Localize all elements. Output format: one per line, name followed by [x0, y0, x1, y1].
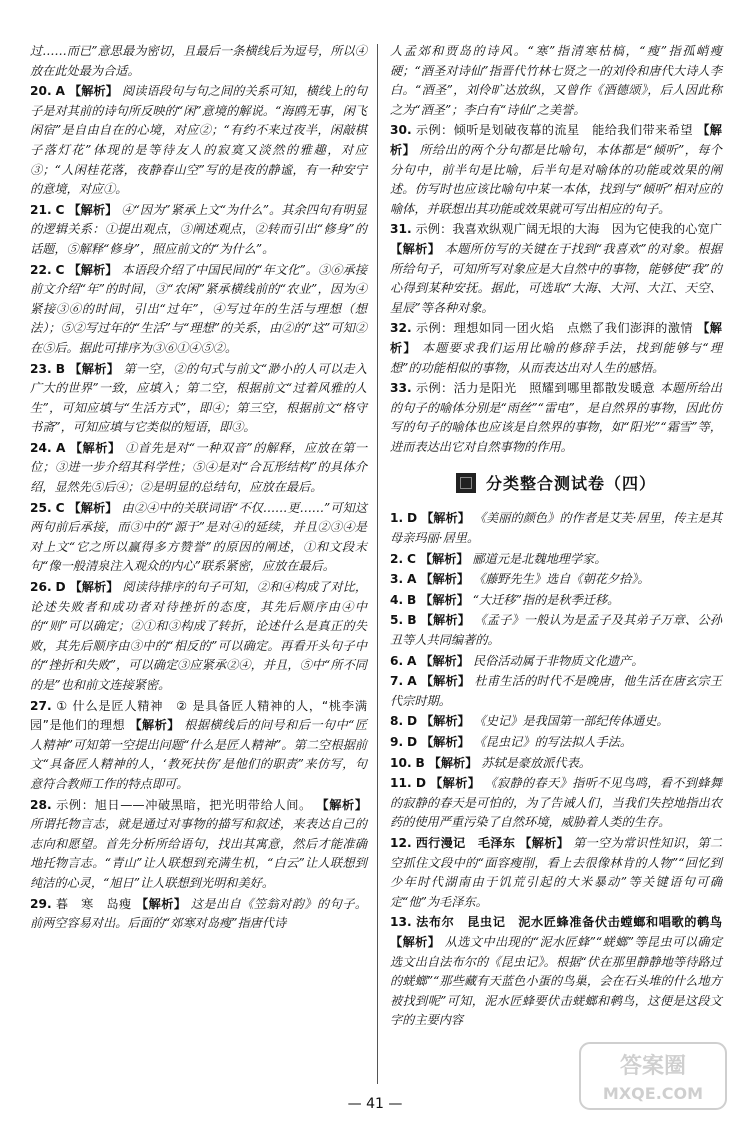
explanation-text: “大迁移”指的是秋季迁移。: [472, 592, 620, 607]
answer-choice: D: [407, 714, 418, 729]
question-number: 26.: [30, 580, 52, 595]
column-divider: [377, 44, 378, 1084]
answer-entry: [390, 733, 722, 753]
answer-entry: [390, 570, 722, 590]
analysis-tag: 【解析】: [390, 934, 441, 949]
answer-entry: [390, 550, 722, 570]
watermark-logo: [578, 1041, 728, 1111]
question-number: 24.: [30, 440, 52, 455]
question-number: 2.: [390, 551, 404, 566]
answer-entry: [390, 774, 722, 833]
explanation-text: ④“因为”紧承上文“为什么”。其余四句有明显的逻辑关系：①提出观点，③阐述观点，②转而引出“修身”的话题，⑤解释“修身”，照应前文的“为什么”。: [30, 202, 367, 256]
explanation-text: 本题所仿写的关键在于找到“我喜欢”的对象。根据所给句子，可知所写对象应是大自然中的事物，能够使“我”的心得到某种安抚。据此，可选取“大海、大河、大江、天空、星辰”等各种对象。: [390, 241, 722, 315]
example-answer: 示例：我喜欢纵观广阔无垠的大海 因为它使我的心宽广: [415, 222, 723, 237]
explanation-text: 《寂静的春天》指听不见鸟鸣，看不到蜂舞的寂静的春天是可怕的，为了告诫人们，当我们失控地指出农药的使用严重污染了自然环境，威胁着人类的生存。: [390, 776, 723, 830]
question-number: 13.: [390, 915, 412, 930]
analysis-tag: 【解析】: [420, 653, 470, 668]
answer-entry: [30, 697, 367, 795]
explanation-text: 《美丽的颜色》的作者是艾芙·居里，传主是其母亲玛丽·居里。: [390, 511, 723, 546]
question-number: 11.: [390, 776, 412, 791]
question-number: 27.: [30, 698, 52, 713]
analysis-tag: 【解析】: [69, 440, 121, 455]
question-number: 7.: [390, 674, 404, 689]
answer-entry: [390, 121, 722, 219]
explanation-text: 根据横线后的问号和后一句中“匠人精神”可知第一空提出问题“什么是匠人精神”。第二空根据前文“具备匠人精神的人，‘教死扶伤’是他们的职责”来仿写，句意符合教师工作的特点即可。: [30, 718, 368, 791]
explanation-text: 苏轼是豪放派代表。: [481, 755, 591, 770]
analysis-tag: 【解析】: [421, 714, 470, 729]
explanation-text: 阅读语段句与句之间的关系可知，横线上的句子是对其前的诗句所反映的“闲”意境的解说。“海鸥无事，闲飞闲宿”是自由自在的心境，对应②；“有约不来过夜半，闲敲棋子落灯花”体现的是等待友人的寂寞又淡然的雅趣，对应③；“人闲桂花落，夜静春山空”写的是夜的静谧，有一种安宁的意境，对应①。: [30, 84, 368, 197]
analysis-tag: 【解析】: [419, 551, 469, 566]
explanation-text: 所给出的两个分句都是比喻句，本体都是“倾听”，每个分句中，前半句是比喻，后半句是对喻体的功能或效果的阐述。仿写时也应该比喻句中某一本体，找到与“倾听”相对应的喻体，并联想出其功能或效果就可写出相应的句子。: [390, 142, 722, 216]
analysis-tag: 【解析】: [430, 776, 481, 791]
analysis-tag: 【解析】: [69, 580, 119, 595]
question-number: 12.: [390, 835, 412, 850]
analysis-tag: 【解析】: [68, 202, 118, 217]
answer-choice: A: [407, 653, 417, 668]
analysis-tag: 【解析】: [390, 321, 722, 355]
answer-entry: [390, 754, 722, 774]
explanation-text: 所谓托物言志，就是通过对事物的描写和叙述，来表达自己的志向和愿望。首先分析所给语句，找出其寓意，然后才能准确地托物言志。“青山”让人联想到充满生机，“白云”让人联想到纯洁的心灵，“旭日”让人联想到光明和美好。: [30, 817, 367, 890]
answer-entry: [390, 509, 722, 548]
answer-entry: [390, 611, 722, 650]
question-number: 4.: [390, 592, 404, 607]
question-number: 6.: [390, 653, 404, 668]
answer-choice: C: [55, 202, 65, 217]
answer-choice: B: [415, 755, 425, 770]
answer-entry: [30, 42, 367, 81]
answer-choice: C: [55, 262, 65, 277]
answer-choice: D: [407, 511, 418, 526]
example-answer: 示例：理想如同一团火焰 点燃了我们澎湃的激情: [415, 321, 693, 336]
example-answer: 示例：旭日——冲破黑暗，把光明带给人间。: [56, 797, 312, 812]
answer-entry: [390, 319, 722, 378]
answer-choice: D: [415, 776, 426, 791]
svg-text:答案圈: 答案圈: [619, 1054, 687, 1079]
answer-entry: [390, 712, 722, 732]
answer-choice: C: [407, 551, 416, 566]
explanation-text: 人孟郊和贾岛的诗风。“寒”指清寒枯槁，“瘦”指孤峭瘦硬；“酒圣对诗仙”指晋代竹林七贤之一的刘伶和唐代大诗人李白。“酒圣”，刘伶旷达放纵，又曾作《酒德颂》，后人因此称之为“酒圣”；李白有“诗仙”之美誉。: [390, 44, 722, 117]
left-column: [30, 42, 367, 935]
analysis-tag: 【解析】: [316, 797, 368, 812]
explanation-text: 《藤野先生》选自《朝花夕拾》。: [472, 572, 650, 587]
example-answer: ① 什么是匠人精神 ② 是具备匠人精神的人，“桃李满园”是他们的理想: [30, 698, 368, 733]
answer-entry: [390, 379, 722, 457]
analysis-tag: 【解析】: [68, 262, 118, 277]
answer-choice: 法布尔 昆虫记 泥水匠蜂准备伏击螳螂和唱歌的鹌鸟: [416, 915, 723, 930]
answer-entry: [390, 652, 722, 672]
analysis-tag: 【解析】: [428, 755, 478, 770]
question-number: 10.: [390, 755, 412, 770]
explanation-text: 第一空为常识性知识，第二空抓住文段中的“面容瘦削，看上去很像林肯的人物”“回忆到少年时代湖南由于饥荒引起的大米暴动”等关键语句可确定“他”为毛泽东。: [390, 835, 723, 909]
analysis-tag: 【解析】: [390, 123, 722, 157]
answer-choice: B: [407, 592, 417, 607]
answer-entry: [30, 360, 367, 438]
answer-choice: B: [55, 361, 66, 376]
explanation-text: 杜甫生活的时代不是晚唐，他生活在唐玄宗王代宗时期。: [390, 674, 723, 708]
answer-entry: [390, 42, 722, 120]
question-number: 32.: [390, 321, 412, 336]
page-number: — 41 —: [347, 1096, 403, 1112]
answer-entry: [390, 591, 722, 611]
answer-choice: A: [56, 440, 66, 455]
explanation-text: 本题要求我们运用比喻的修辞手法，找到能够与“理想”的功能相似的事物，从而表达出对人生的感悟。: [390, 340, 723, 375]
answer-entry: [30, 578, 367, 696]
question-number: 21.: [30, 202, 52, 217]
question-number: 25.: [30, 500, 52, 515]
question-number: 9.: [390, 735, 404, 749]
question-number: 28.: [30, 797, 52, 812]
answer-choice: A: [55, 84, 65, 99]
explanation-text: 本题所给出的句子的喻体分别是“雨丝”“雷电”，是自然界的事物，因此仿写的句子的喻体也应该是自然界的事物，如“阳光”“霜雪”等，进而表达出它对自然事物的作用。: [390, 381, 722, 454]
answer-entry: [30, 201, 367, 260]
explanation-text: 阅读待排序的句子可知，②和④构成了对比，论述失败者和成功者对待挫折的态度，其先后顺序由④中的“则”可以确定；②①和③构成了转折，论述什么是真正的失败，其先后顺序由③中的“相反的”可以确定。再看开头句子中的“挫折和失败”，可以确定③应紧承②④，并且，⑤中“所不同的是”也和前文连接紧密。: [30, 580, 368, 692]
explanation-text: 民俗活动属于非物质文化遗产。: [472, 653, 644, 668]
explanation-text: 本语段介绍了中国民间的“年文化”。③⑥承接前文介绍“年”的时间，③“农闲”紧承横线前的“农业”，因为④紧接③⑥的时间，引出“过年”，④写过年的生活与理想（想法）；⑤②写过年的“生活”与“理想”的关系，由②的“这”可知②在⑤后。据此可排序为③⑥①④⑤②。: [30, 262, 368, 355]
question-number: 1.: [390, 511, 404, 526]
explanation-text: 郦道元是北魏地理学家。: [472, 551, 607, 566]
answer-choice: 西行漫记 毛泽东: [415, 835, 516, 850]
explanation-text: 第一空，②的句式与前文“渺小的人可以走入广大的世界”一致，应填入；第二空，根据前文“过着风雅的人生”，可知应填与“生活方式”，即④；第三空，根据前文“格守书斋”，可知应填与它类似的短语，即③。: [30, 361, 368, 435]
section-marker-icon: [456, 473, 476, 493]
explanation-text: 这是出自《笠翁对韵》的句子。前两空容易对出。后面的“郊寒对岛瘦”指唐代诗: [30, 896, 368, 931]
answer-entry: [30, 82, 367, 200]
analysis-tag: 【解析】: [421, 735, 470, 749]
analysis-tag: 【解析】: [420, 613, 471, 628]
explanation-text: 《孟子》一般认为是孟子及其弟子万章、公孙丑等人共同编著的。: [390, 613, 723, 648]
analysis-tag: 【解析】: [420, 674, 471, 689]
analysis-tag: 【解析】: [420, 572, 470, 587]
right-column-top-entries: [390, 42, 722, 457]
answer-entry: [390, 672, 722, 711]
analysis-tag: 【解析】: [135, 896, 187, 911]
answer-entry: [30, 895, 367, 934]
answer-entry: [390, 834, 722, 912]
question-number: 20.: [30, 84, 52, 99]
analysis-tag: 【解析】: [68, 500, 118, 515]
example-answer: 暮 寒 岛瘦: [55, 896, 132, 911]
analysis-tag: 【解析】: [69, 361, 120, 376]
answer-entry: [390, 913, 722, 1031]
explanation-text: 过……而已”意思最为密切，且最后一条横线后为逗号，所以④放在此处最为合适。: [30, 44, 367, 78]
answer-choice: D: [407, 735, 418, 749]
question-number: 22.: [30, 262, 52, 277]
question-number: 3.: [390, 572, 404, 587]
explanation-text: 由②④中的关联词语“不仅……更……”可知这两句前后承接，而③中的“源于”是对④的延续，并且②③④是对上文“它之所以赢得多方赞誉”的原因的阐述，①和文段末句“像一般清泉注入观众的内心”联系紧密，应放在最后。: [30, 500, 368, 574]
question-number: 8.: [390, 714, 404, 729]
question-number: 31.: [390, 222, 412, 237]
explanation-text: 《昆虫记》的写法拟人手法。: [473, 735, 633, 749]
answer-entry: [390, 220, 722, 318]
question-number: 5.: [390, 613, 404, 628]
analysis-tag: 【解析】: [519, 835, 569, 850]
question-number: 23.: [30, 361, 52, 376]
analysis-tag: 【解析】: [129, 718, 180, 733]
analysis-tag: 【解析】: [390, 241, 441, 256]
section-title: 分类整合测试卷（四）: [485, 473, 656, 493]
answer-choice: C: [55, 500, 65, 515]
answer-entry: [30, 439, 367, 498]
analysis-tag: 【解析】: [421, 511, 470, 526]
answer-choice: A: [407, 674, 417, 689]
answer-choice: D: [55, 580, 66, 595]
right-column: [390, 42, 722, 1032]
explanation-text: 从选文中出现的“泥水匠蜂”“蜣螂”等昆虫可以确定选文出自法布尔的《昆虫记》。根据“伏在那里静静地等待路过的蜣螂”“那些藏有天蓝色小蛋的鸟巢，会在石头堆的什么地方被找到呢”可知，泥水匠蜂要伏击蜣螂和鹌鸟，这便是这段文字的主要内容: [390, 934, 723, 1028]
question-number: 33.: [390, 381, 412, 396]
analysis-tag: 【解析】: [68, 84, 118, 99]
analysis-tag: 【解析】: [420, 592, 469, 607]
answer-choice: B: [407, 613, 417, 628]
svg-text:MXQE.COM: MXQE.COM: [602, 1084, 704, 1103]
right-column-bottom-entries: [390, 509, 722, 1030]
answer-entry: [30, 499, 367, 577]
answer-entry: [30, 796, 367, 894]
explanation-text: 《史记》是我国第一部纪传体通史。: [473, 714, 669, 729]
answer-entry: [30, 261, 367, 359]
example-answer: 示例：活力是阳光 照耀到哪里都散发暖意: [415, 381, 656, 396]
question-number: 30.: [390, 123, 412, 138]
answer-choice: A: [407, 572, 417, 587]
question-number: 29.: [30, 896, 52, 911]
explanation-text: ①首先是对“一种双音”的解释，应放在第一位；③进一步介绍其科学性；⑤④是对“合瓦形结构”的具体介绍，显然先⑤后④；②是明显的总结句，应放在最后。: [30, 440, 368, 495]
example-answer: 示例：倾听是划破夜幕的流星 能给我们带来希望: [415, 123, 693, 138]
section-header: [390, 471, 722, 495]
